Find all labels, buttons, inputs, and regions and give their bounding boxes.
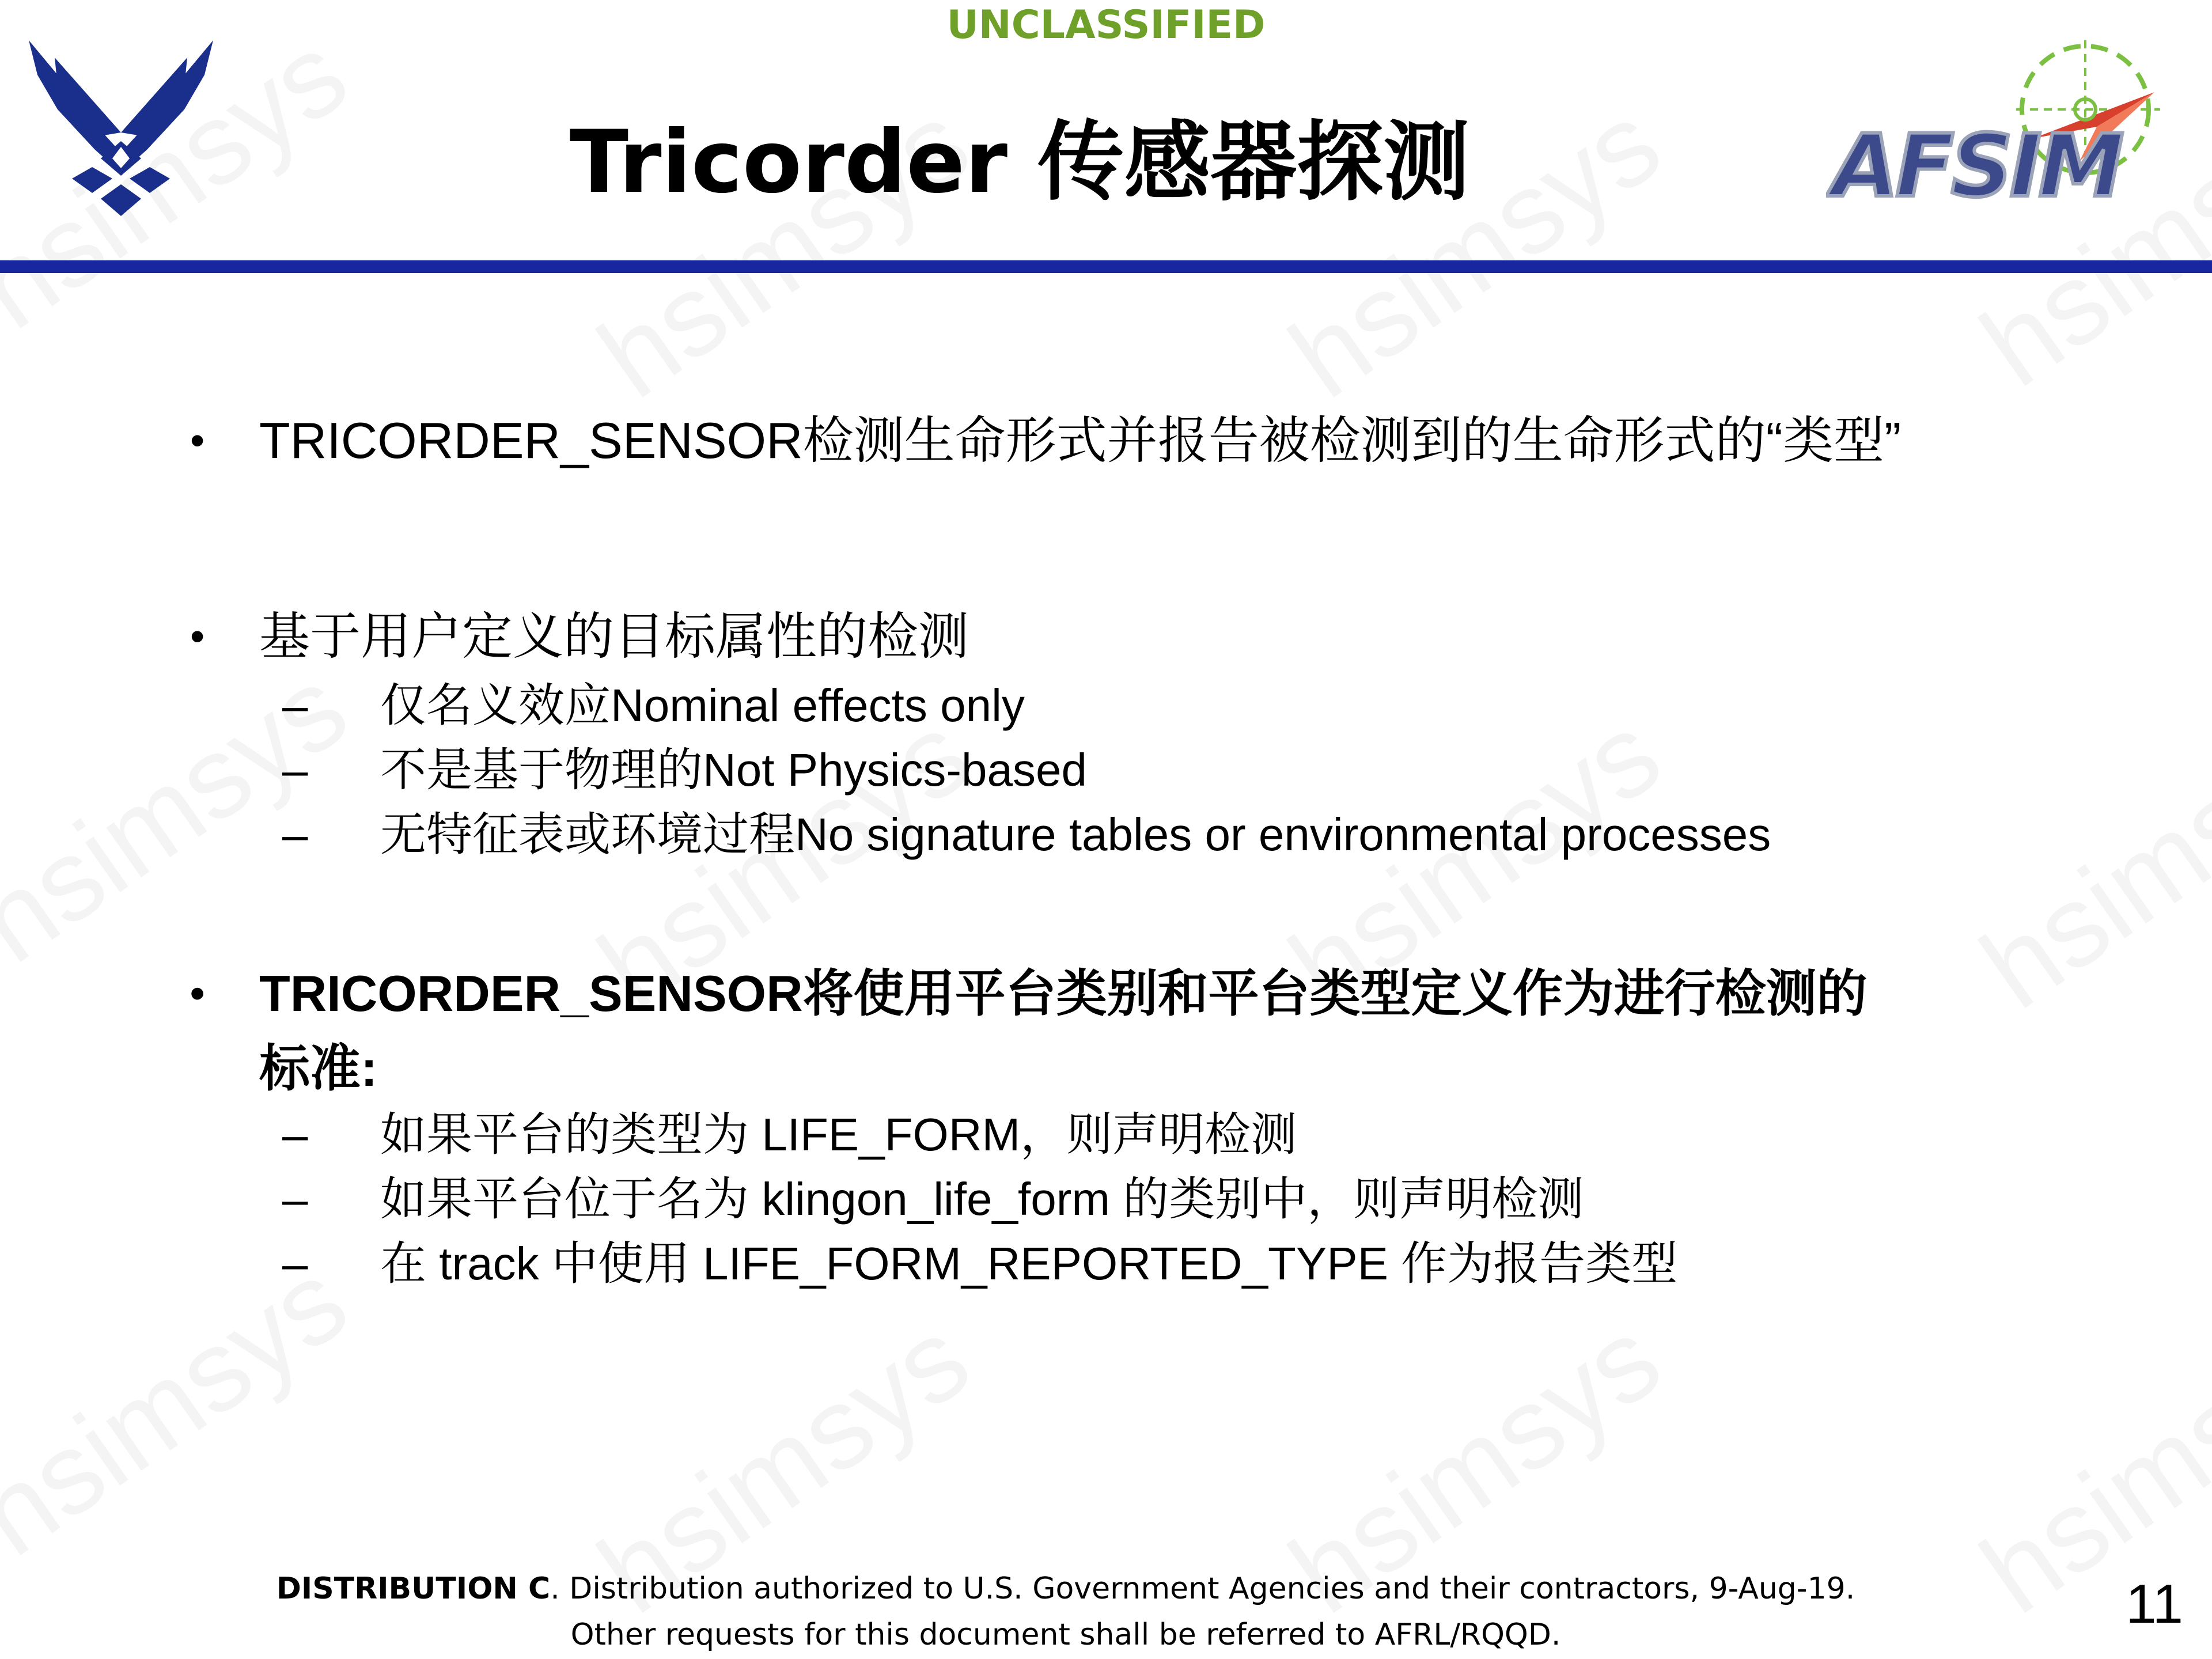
distribution-line-1	[0, 1566, 2131, 1612]
bullet-text-line1: TRICORDER_SENSOR将使用平台类别和平台类型定义作为进行检测的	[259, 965, 1868, 1022]
classification-marking: UNCLASSIFIED	[946, 2, 1266, 48]
page-number: 11	[2126, 1573, 2183, 1635]
afsim-logo	[1826, 40, 2172, 213]
bullet-text: 基于用户定义的目标属性的检测	[259, 608, 969, 665]
bullet-marker: •	[190, 418, 205, 464]
distribution-text: . Distribution authorized to U.S. Government Agencies and their contractors, 9-Aug-19.	[550, 1571, 1855, 1606]
distribution-statement	[0, 1566, 2131, 1658]
sub-bullet-text: 如果平台的类型为 LIFE_FORM，则声明检测	[380, 1109, 1297, 1160]
distribution-line-2: Other requests for this document shall be referred to AFRL/RQQD.	[570, 1618, 1561, 1652]
dash-marker: –	[282, 680, 308, 731]
bullet-text-line2: 标准:	[259, 1040, 378, 1097]
bullet-text: TRICORDER_SENSOR检测生命形式并报告被检测到的生命形式的“类型”	[259, 412, 1902, 469]
bullet-marker: •	[190, 613, 205, 660]
dash-marker: –	[282, 1109, 308, 1160]
slide-title: Tricorder 传感器探测	[569, 112, 1470, 213]
sub-bullet-text: 如果平台位于名为 klingon_life_form 的类别中，则声明检测	[380, 1173, 1584, 1225]
header-divider	[0, 260, 2212, 273]
dash-marker: –	[282, 1173, 308, 1225]
distribution-label: DISTRIBUTION C	[276, 1571, 551, 1606]
sub-bullet-text: 仅名义效应Nominal effects only	[380, 680, 1025, 731]
watermark	[0, 1235, 370, 1582]
dash-marker: –	[282, 1238, 308, 1289]
dash-marker: –	[282, 809, 308, 860]
bullet-marker: •	[190, 971, 205, 1017]
sub-bullet-text: 不是基于物理的Not Physics-based	[380, 744, 1087, 796]
sub-bullet-text: 无特征表或环境过程No signature tables or environmental processes	[380, 809, 1771, 860]
watermark	[0, 642, 370, 989]
sub-bullet-text: 在 track 中使用 LIFE_FORM_REPORTED_TYPE 作为报告类型	[380, 1238, 1678, 1289]
afsim-logo-text: AFSIM	[1832, 116, 2121, 213]
dash-marker: –	[282, 744, 308, 796]
